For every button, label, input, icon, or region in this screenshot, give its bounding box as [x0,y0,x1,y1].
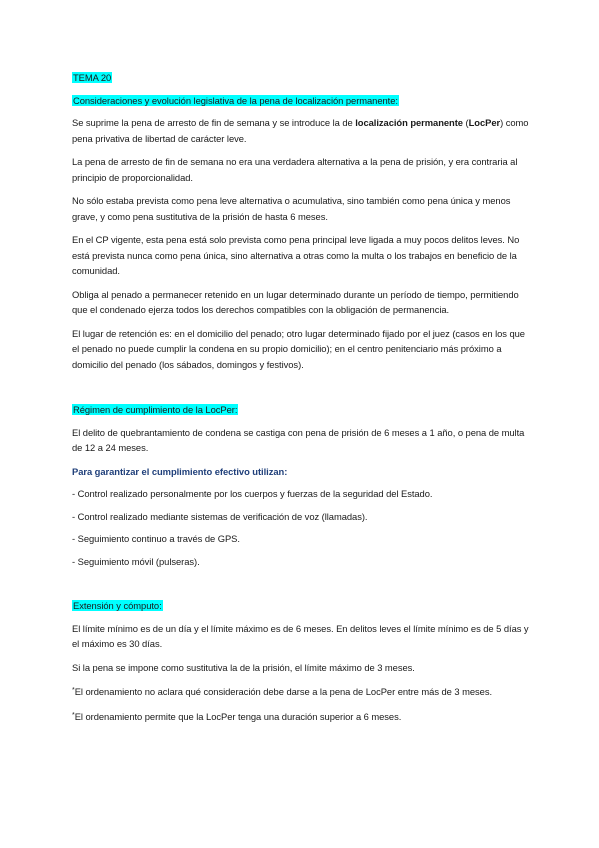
section-spacer [72,576,532,598]
note-paragraph [72,683,532,700]
paragraph-prevista: No sólo estaba prevista como pena leve alternativa o acumulativa, sino también como pena única y menos grave, y como pena sustitutiva de la prisión de hasta 6 meses. [72,195,511,222]
section-heading-regimen [72,402,532,418]
section-heading-text: Consideraciones y evolución legislativa de la pena de localización permanente: [73,94,398,106]
paragraph-obliga: Obliga al penado a permanecer retenido en un lugar determinado durante un período de tiempo, permitiendo que el condenado ejerza todos los derechos compatibles con la obligación de permanencia. [72,288,519,315]
section-spacer [72,380,532,402]
topic-title [72,70,532,86]
asterisk-mark: * [72,687,75,694]
paragraph-sustitutiva: Si la pena se impone como sustitutiva la de la prisión, el límite máximo de 3 meses. [72,661,415,673]
paragraph-text: Se suprime la pena de arresto de fin de semana y se introduce la de [72,117,356,128]
paragraph-locper-intro [72,115,532,146]
note-paragraph [72,708,532,725]
section-heading-text: Extensión y cómputo: [73,600,162,611]
bold-term-localizacion-permanente: localización permanente [355,117,463,128]
note-text: El ordenamiento no aclara qué consideración debe darse a la pena de LocPer entre más de 3 meses. [74,686,493,697]
section-heading-consideraciones [72,93,532,109]
bold-term-locper: LocPer [468,117,501,128]
paragraph-cp-vigente: En el CP vigente, esta pena está solo prevista como pena principal leve ligada a muy pocos delitos leves. No está prevista nunca como pena única, sino alternativa a otras como la multa o los trabajos en beneficio de la comunidad. [72,234,520,276]
section-heading-extension [72,598,532,614]
list-item: - Seguimiento móvil (pulseras). [72,555,200,567]
document-body [72,70,532,732]
list-item: - Control realizado mediante sistemas de verificación de voz (llamadas). [72,510,368,522]
topic-title-text: TEMA 20 [73,72,112,83]
subheading-garantizar: Para garantizar el cumplimiento efectivo utilizan: [72,465,288,477]
asterisk-mark: * [72,711,75,719]
section-heading-text: Régimen de cumplimiento de la LocPer: [73,404,238,415]
note-text: El ordenamiento permite que la LocPer tenga una duración superior a 6 meses. [74,710,402,722]
list-item: - Seguimiento continuo a través de GPS. [72,533,240,544]
paragraph-lugar-retencion: El lugar de retención es: en el domicilio del penado; otro lugar determinado fijado por el juez (casos en los que el penado no puede cumplir la condena en su propio domicilio); en el centro penitenciario más próximo a domicilio del penado (los sábados, domingos y festivos). [72,327,525,370]
paragraph-arresto: La pena de arresto de fin de semana no era una verdadera alternativa a la pena de prisión, y era contraria al principio de proporcionalidad. [72,156,518,183]
paragraph-limites: El límite mínimo es de un día y el límite máximo es de 6 meses. En delitos leves el límite mínimo es de 5 días y el máximo es 30 días. [72,622,529,649]
list-item: - Control realizado personalmente por los cuerpos y fuerzas de la seguridad del Estado. [72,488,433,499]
paragraph-quebrantamiento: El delito de quebrantamiento de condena se castiga con pena de prisión de 6 meses a 1 año, o pena de multa de 12 a 24 meses. [72,426,525,453]
paragraph-text: ) como pena privativa de libertad de carácter leve. [72,117,529,144]
paragraph-text: ( [462,117,469,128]
